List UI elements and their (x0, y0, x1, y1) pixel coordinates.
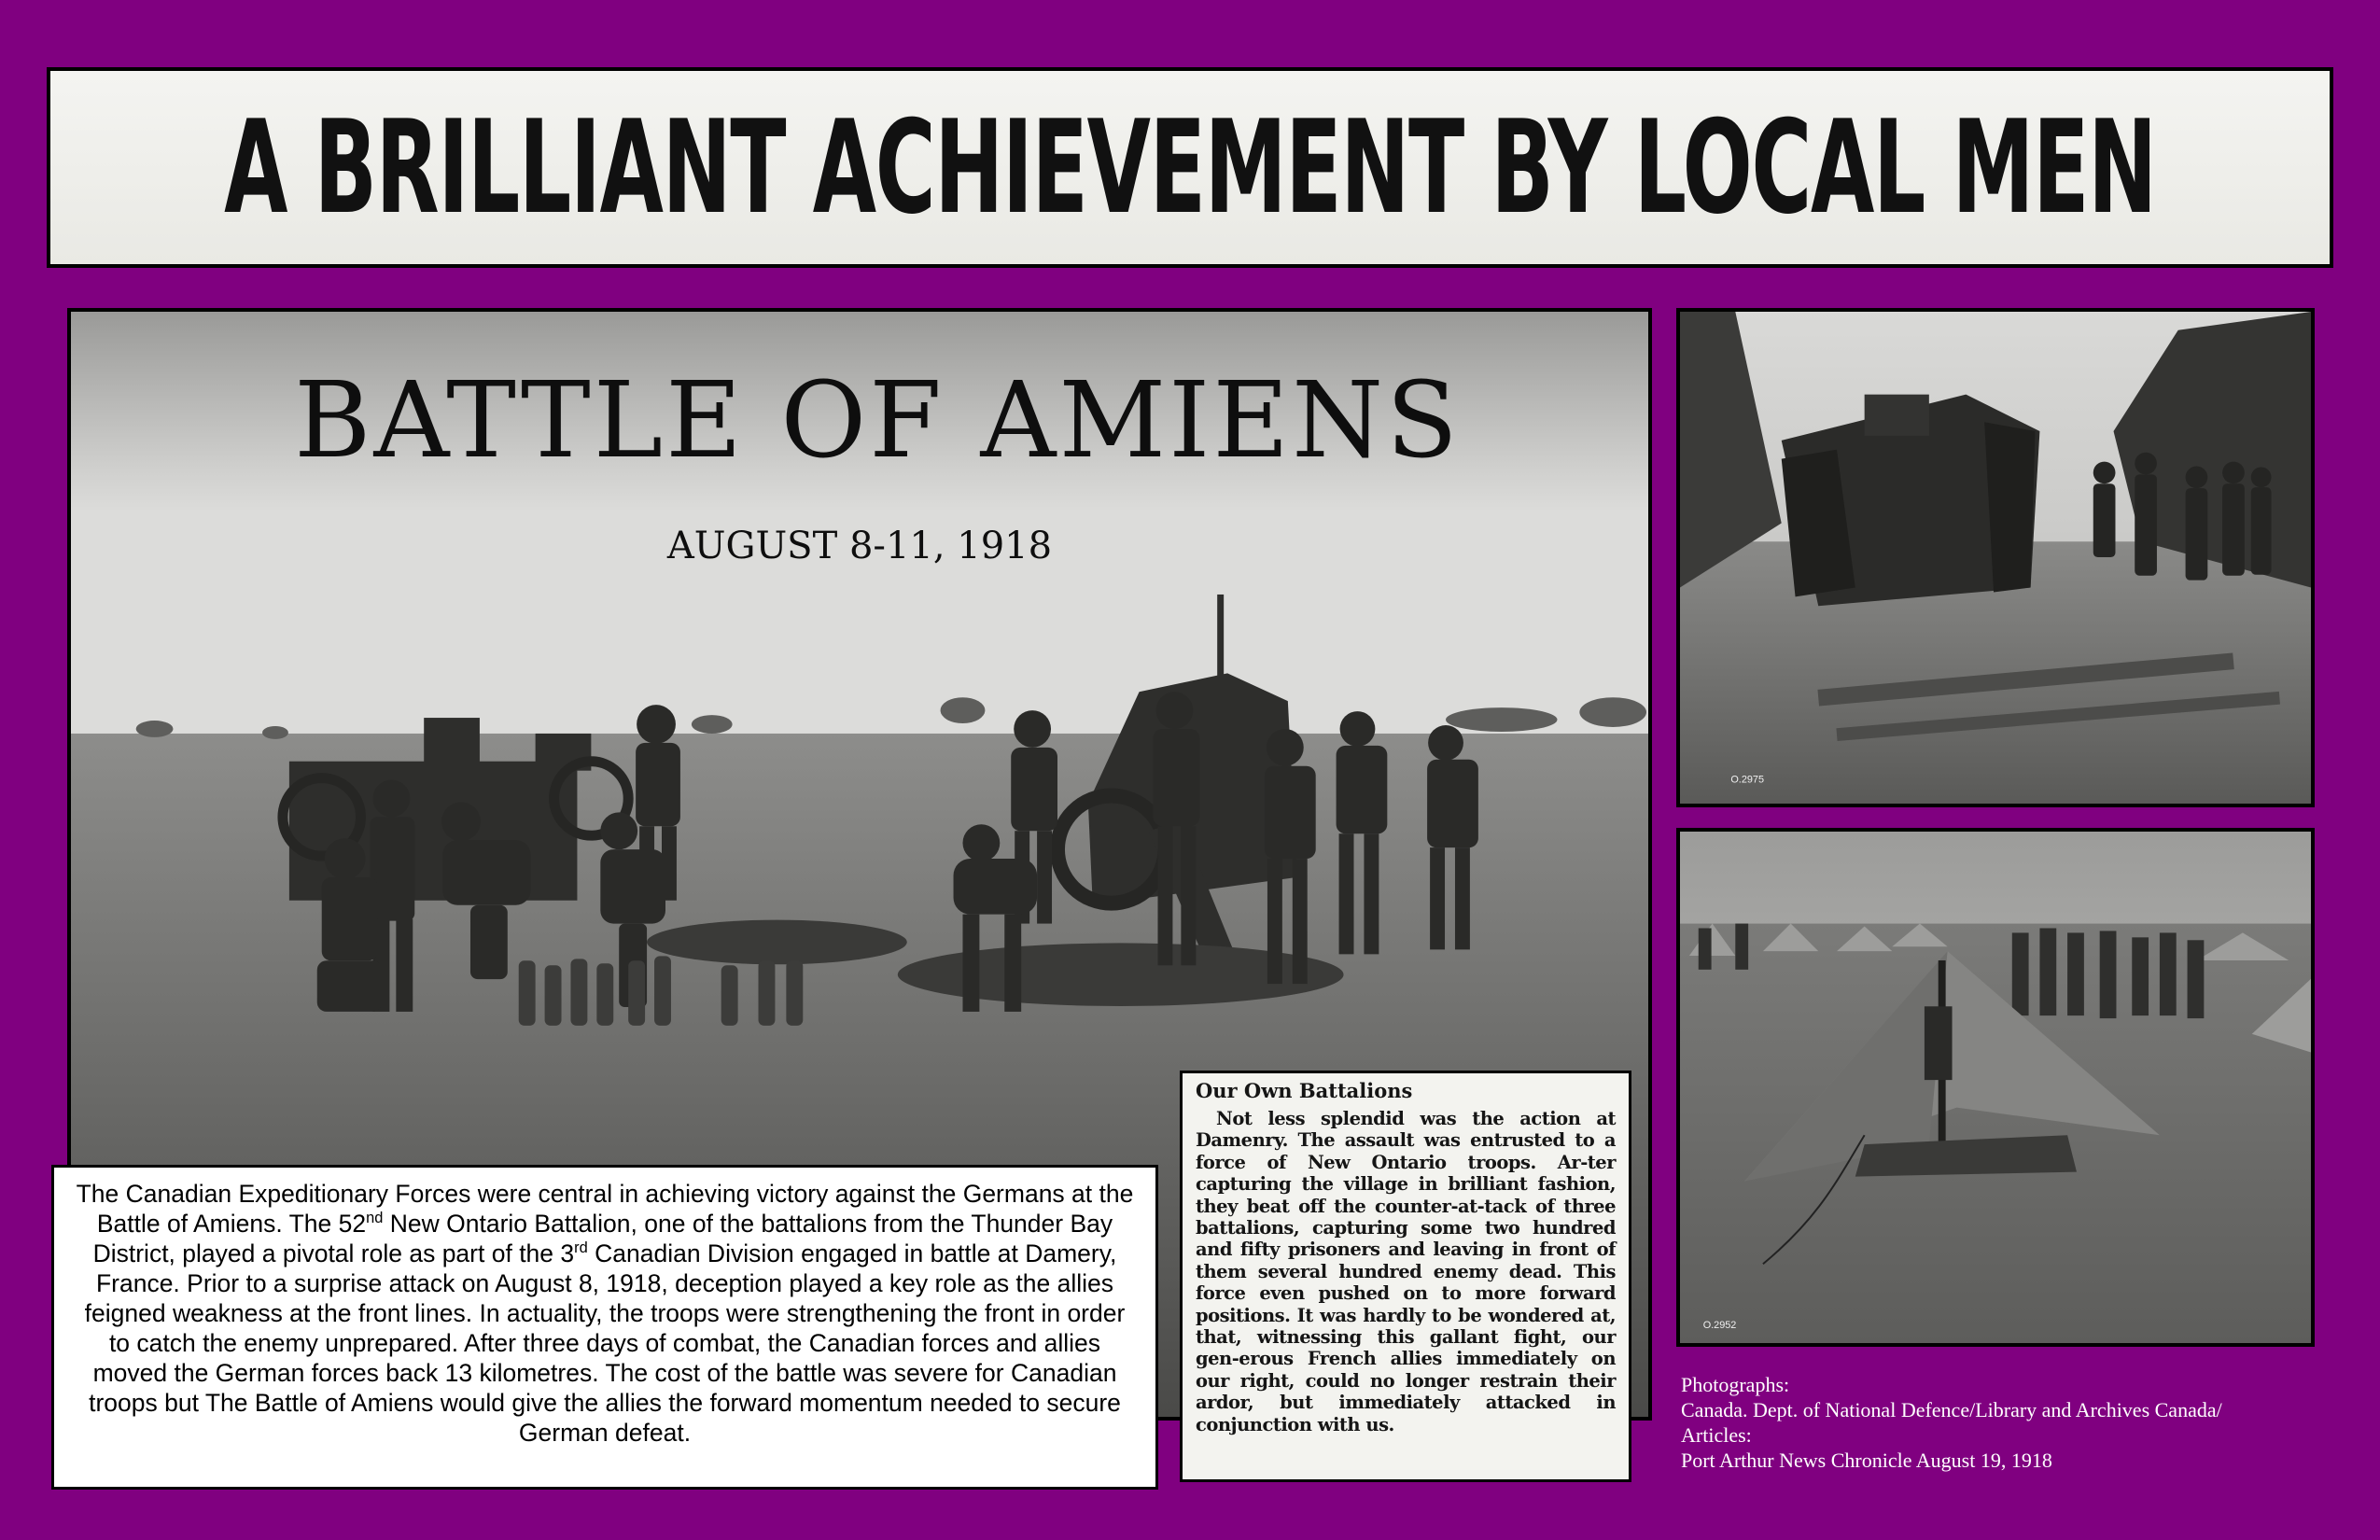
tank-photo-caption: O.2975 (1730, 774, 1764, 786)
headline-banner (47, 67, 2333, 268)
tank-photo-image (1680, 312, 2311, 804)
camp-photo-caption: O.2952 (1702, 1320, 1737, 1332)
main-subtitle: AUGUST 8-11, 1918 (666, 525, 1053, 567)
intro-sup-rd: rd (574, 1239, 588, 1257)
credits-articles-label: Articles: (1681, 1423, 1752, 1447)
intro-text-box (51, 1165, 1158, 1490)
intro-text-2: New Ontario Battalion, one of the battalions from the Thunder Bay District, played a pivotal role as part of the 3 (92, 1210, 1113, 1267)
credits-articles-source: Port Arthur News Chronicle August 19, 1918 (1681, 1449, 2052, 1472)
credits-photos-label: Photographs: (1681, 1373, 1790, 1396)
intro-text-3: Canadian Division engaged in battle at Damery, France. Prior to a surprise attack on August 8, 1918, deception played a key role as the allies feigned weakness at the front lines. In actuality, the troops were strengthening the front in order to catch the enemy unprepared. After three days of combat, the Canadian forces and allies moved the German forces back 13 kilometres. The cost of the battle was severe for Canadian troops but The Battle of Amiens would give the allies the forward momentum needed to secure German defeat. (84, 1239, 1126, 1447)
tank-photo (1676, 308, 2315, 807)
main-title: BATTLE OF AMIENS (294, 360, 1461, 482)
credits-photos-source: Canada. Dept. of National Defence/Library and Archives Canada/ (1681, 1398, 2222, 1421)
camp-photo-image (1680, 832, 2311, 1343)
newspaper-clipping (1180, 1071, 1631, 1482)
clipping-heading: Our Own Battalions (1196, 1079, 1413, 1102)
headline: A BRILLIANT ACHIEVEMENT BY LOCAL MEN (224, 92, 2156, 243)
camp-photo (1676, 828, 2315, 1347)
intro-sup-nd: nd (366, 1210, 384, 1227)
credits (1681, 1372, 2353, 1473)
clipping-body: Not less splendid was the action at Damenry. The assault was entrusted to a force of New Ontario troops. Ar-ter capturing the village in brilliant fashion, they beat off the counter-at-tack of three battalions, capturing some two hundred and fifty prisoners and leaving in front of them several hundred enemy dead. This force even pushed on to more forward positions. It was hardly to be wondered at, that, witnessing this gallant fight, our gen-erous French allies immediately on our right, could no longer restrain their ardor, but immediately attacked in conjunction with us. (1196, 1108, 1616, 1435)
intro-text-1: The Canadian Expeditionary Forces were central in achieving victory against the Germans at the Battle of Amiens. The 52 (76, 1180, 1134, 1238)
